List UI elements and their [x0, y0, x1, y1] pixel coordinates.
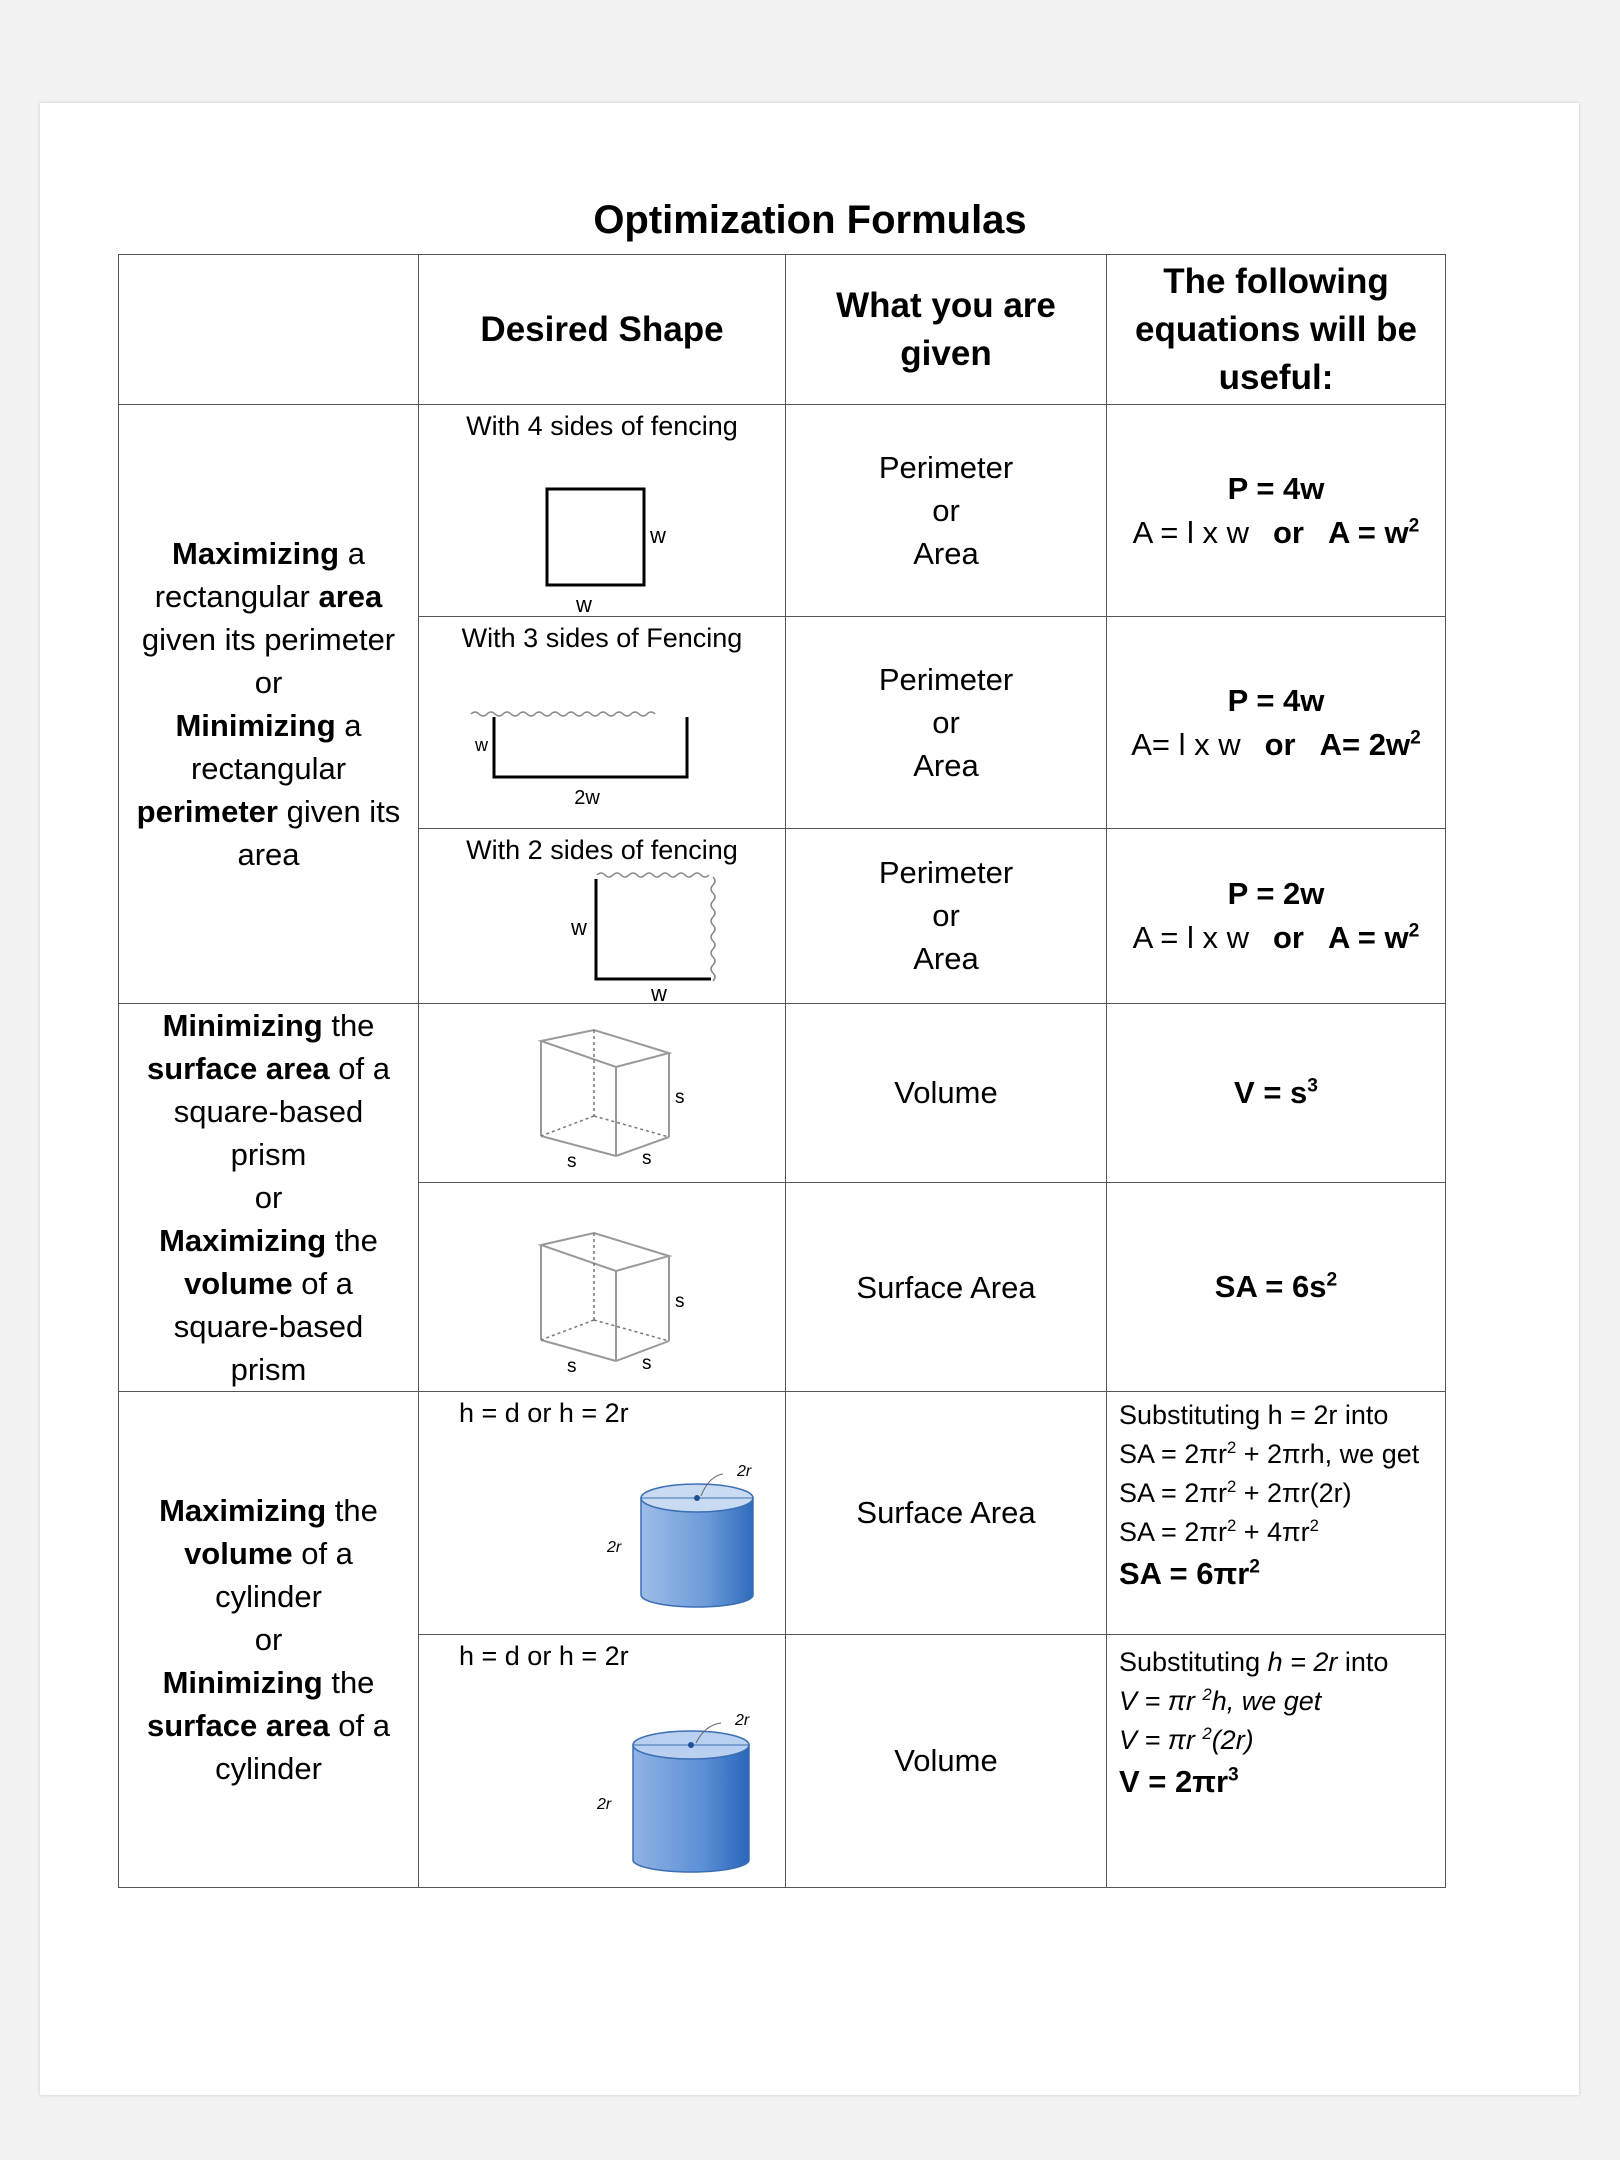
given-cell: Perimeter or Area [786, 617, 1107, 828]
bottom-label: w [651, 980, 667, 1004]
given-cell: Perimeter or Area [786, 828, 1107, 1003]
cube-diagram [419, 1183, 786, 1391]
diameter-label: 2r [735, 1711, 750, 1729]
shape-two-side-fence [419, 828, 786, 1003]
header-empty-cell [119, 255, 419, 405]
shape-cube [419, 1183, 786, 1392]
shape-caption: With 4 sides of fencing [466, 411, 738, 442]
s-label: s [675, 1086, 685, 1108]
s-label: s [642, 1353, 652, 1375]
bottom-label: 2w [574, 787, 600, 810]
s-label: s [567, 1356, 577, 1378]
cube-diagram [419, 1004, 786, 1182]
side-label: w [571, 914, 587, 940]
equation-cell: P = 4w A= l x w or $A= 2w^2$ [1107, 617, 1446, 828]
equation-cell: P = 4w A = l x w or $A = w^2$ [1107, 405, 1446, 617]
shape-three-side-fence [419, 617, 786, 828]
header-equations: The following equations will be useful: [1107, 255, 1446, 405]
side-label: w [475, 735, 488, 756]
shape-cylinder [419, 1634, 786, 1887]
height-label: 2r [607, 1539, 622, 1557]
equation-cell: Substituting h = 2r into V = πr $^2$h, we get V = πr $^2$(2r) $V = 2\pi r^3$ [1107, 1634, 1446, 1887]
equation-cell: Substituting h = 2r into SA = $2\pi r^2 + 2\pi rh$, we get SA = $2\pi r^2 + 2\pi r(2r)$ SA = $2\pi r^2 + 4\pi r^2$ SA = $6\pi r^2$ [1107, 1392, 1446, 1634]
three-side-diagram [419, 617, 786, 828]
given-cell: Perimeter or Area [786, 405, 1107, 617]
two-side-diagram [419, 829, 786, 1004]
shape-caption: h = d or h = 2r [459, 1640, 629, 1671]
diameter-label: 2r [737, 1463, 752, 1481]
given-cell: Surface Area [786, 1183, 1107, 1392]
square-diagram [419, 405, 786, 617]
header-desired-shape: Desired Shape [419, 255, 786, 405]
shape-cylinder [419, 1392, 786, 1634]
shape-caption: With 2 sides of fencing [466, 834, 738, 865]
page-title: Optimization Formulas [593, 198, 1027, 242]
cylinder-diagram [419, 1392, 786, 1634]
s-label: s [675, 1291, 685, 1313]
given-cell: Volume [786, 1003, 1107, 1182]
shape-caption: h = d or h = 2r [459, 1398, 629, 1429]
rectangle-problem-label: Maximizing a rectangular area given its perimeter or Minimizing a rectangular perimeter given its area [119, 405, 419, 1004]
shape-square-fence [419, 405, 786, 617]
given-cell: Volume [786, 1634, 1107, 1887]
shape-caption: With 3 sides of Fencing [461, 623, 743, 654]
header-given: What you are given [786, 255, 1107, 405]
prism-problem-label: Minimizing the surface area of a square-based prism or Maximizing the volume of a square-based prism [119, 1003, 419, 1391]
table-row [119, 1392, 1446, 1634]
s-label: s [642, 1147, 652, 1169]
s-label: s [567, 1150, 577, 1172]
table-row [119, 405, 1446, 617]
shape-cube [419, 1003, 786, 1182]
cylinder-problem-label: Maximizing the volume of a cylinder or Minimizing the surface area of a cylinder [119, 1392, 419, 1888]
side-label: w [650, 523, 666, 549]
equation-cell: SA = $6s^2$ [1107, 1183, 1446, 1392]
formulas-table [118, 254, 1446, 1888]
height-label: 2r [597, 1795, 612, 1813]
cylinder-diagram [419, 1635, 786, 1888]
equation-cell: P = 2w A = l x w or $A = w^2$ [1107, 828, 1446, 1003]
equation-cell: $V = s^3$ [1107, 1003, 1446, 1182]
given-cell: Surface Area [786, 1392, 1107, 1634]
table-row [119, 1003, 1446, 1182]
bottom-label: w [576, 592, 592, 618]
header-row [119, 255, 1446, 405]
